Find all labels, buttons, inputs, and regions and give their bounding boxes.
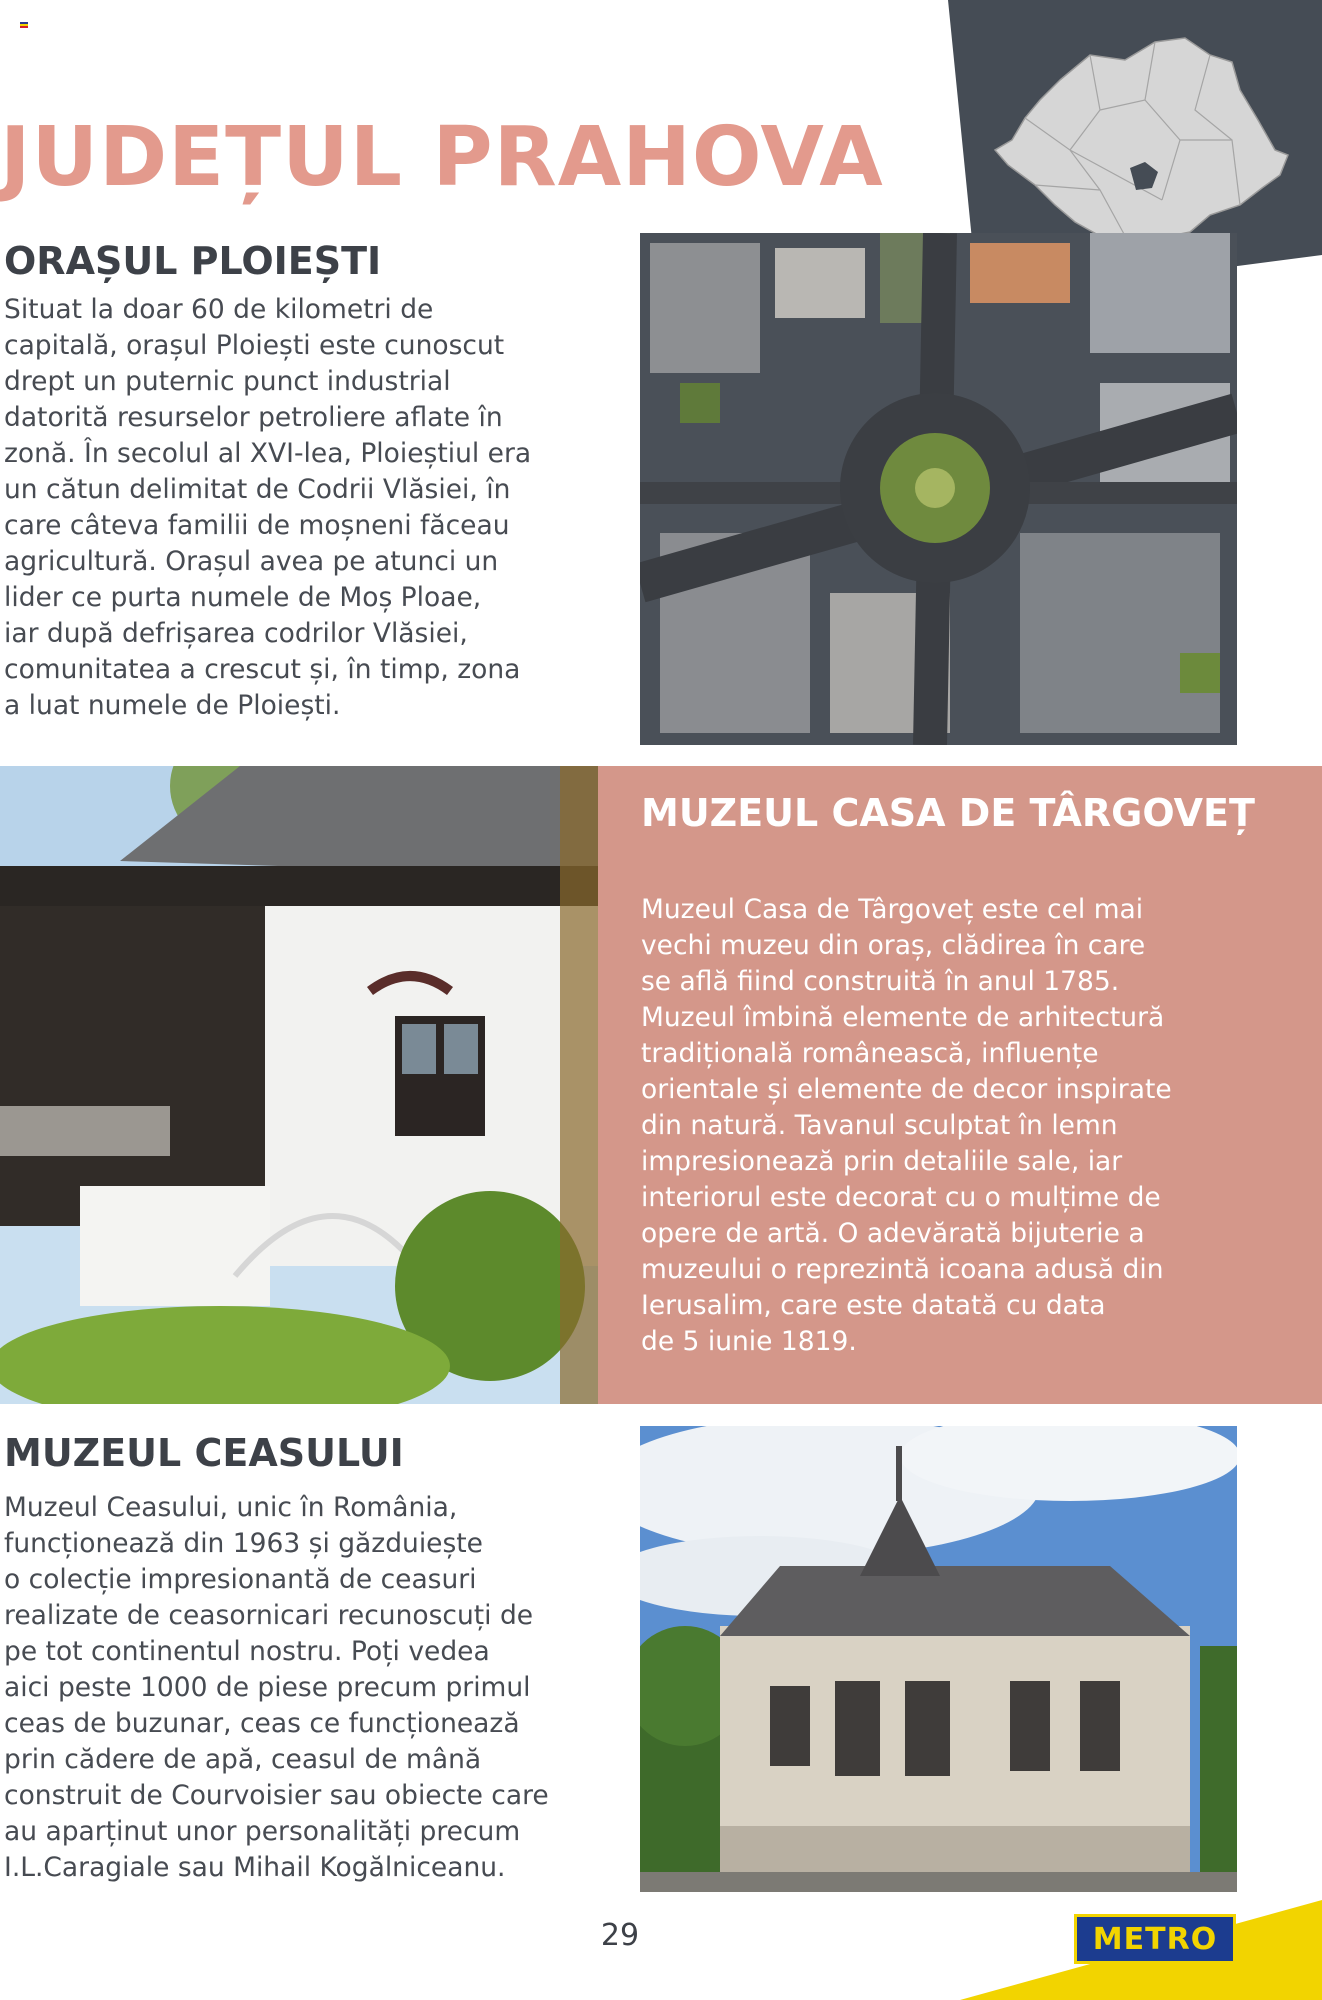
section-body-ploiesti: Situat la doar 60 de kilometri de capitală, orașul Ploiești este cunoscut drept un puternic punct industrial datorită resurselor petroliere aflate în zonă. În secolul al XVI-lea, Ploieștiul era un cătun delimitat de Codrii Vlăsiei, în care câteva familii de moșneni făceau agricultură. Orașul avea pe atunci un lider ce purta numele de Moș Ploae, iar după defrișarea codrilor Vlăsiei, comunitatea a crescut și, în timp, zona a luat numele de Ploiești. — [4, 294, 532, 721]
flag-icon — [20, 22, 28, 28]
section-body-casa-targovet: Muzeul Casa de Târgoveț este cel mai vechi muzeu din oraș, clădirea în care se află fiind construită în anul 1785. Muzeul îmbină elemente de arhitectură tradițională românească, influențe orientale și elemente de decor inspirate din natură. Tavanul sculptat în lemn impresionează prin detaliile sale, iar interiorul este decorat cu o mulțime de opere de artă. O adevărată bijuterie a muzeului o reprezintă icoana adusă din Ierusalim, care este datată cu data de 5 iunie 1819. — [641, 894, 1172, 1357]
metro-logo — [1074, 1914, 1236, 1964]
muzeul-ceasului-photo — [640, 1426, 1237, 1892]
section-body-ceasului: Muzeul Ceasului, unic în România, funcționează din 1963 și găzduiește o colecție impresionantă de ceasuri realizate de ceasornicari recunoscuți de pe tot continentul nostru. Poți vedea aici peste 1000 de piese precum primul ceas de buzunar, ceas ce funcționează prin cădere de apă, ceasul de mână construit de Courvoisier sau obiecte care au aparținut unor personalități precum I.L.Caragiale sau Mihail Kogălniceanu. — [4, 1492, 549, 1883]
section-heading-ceasului: MUZEUL CEASULUI — [4, 1431, 404, 1475]
page-title: JUDEȚUL PRAHOVA — [0, 110, 884, 205]
metro-logo-text: METRO — [1092, 1921, 1218, 1957]
page-number: 29 — [600, 1918, 640, 1953]
aerial-roundabout-photo — [640, 233, 1237, 745]
casa-targovet-photo — [0, 766, 598, 1404]
section-heading-casa-targovet: MUZEUL CASA DE TÂRGOVEȚ — [641, 791, 1255, 835]
section-heading-ploiesti: ORAȘUL PLOIEȘTI — [4, 239, 382, 283]
